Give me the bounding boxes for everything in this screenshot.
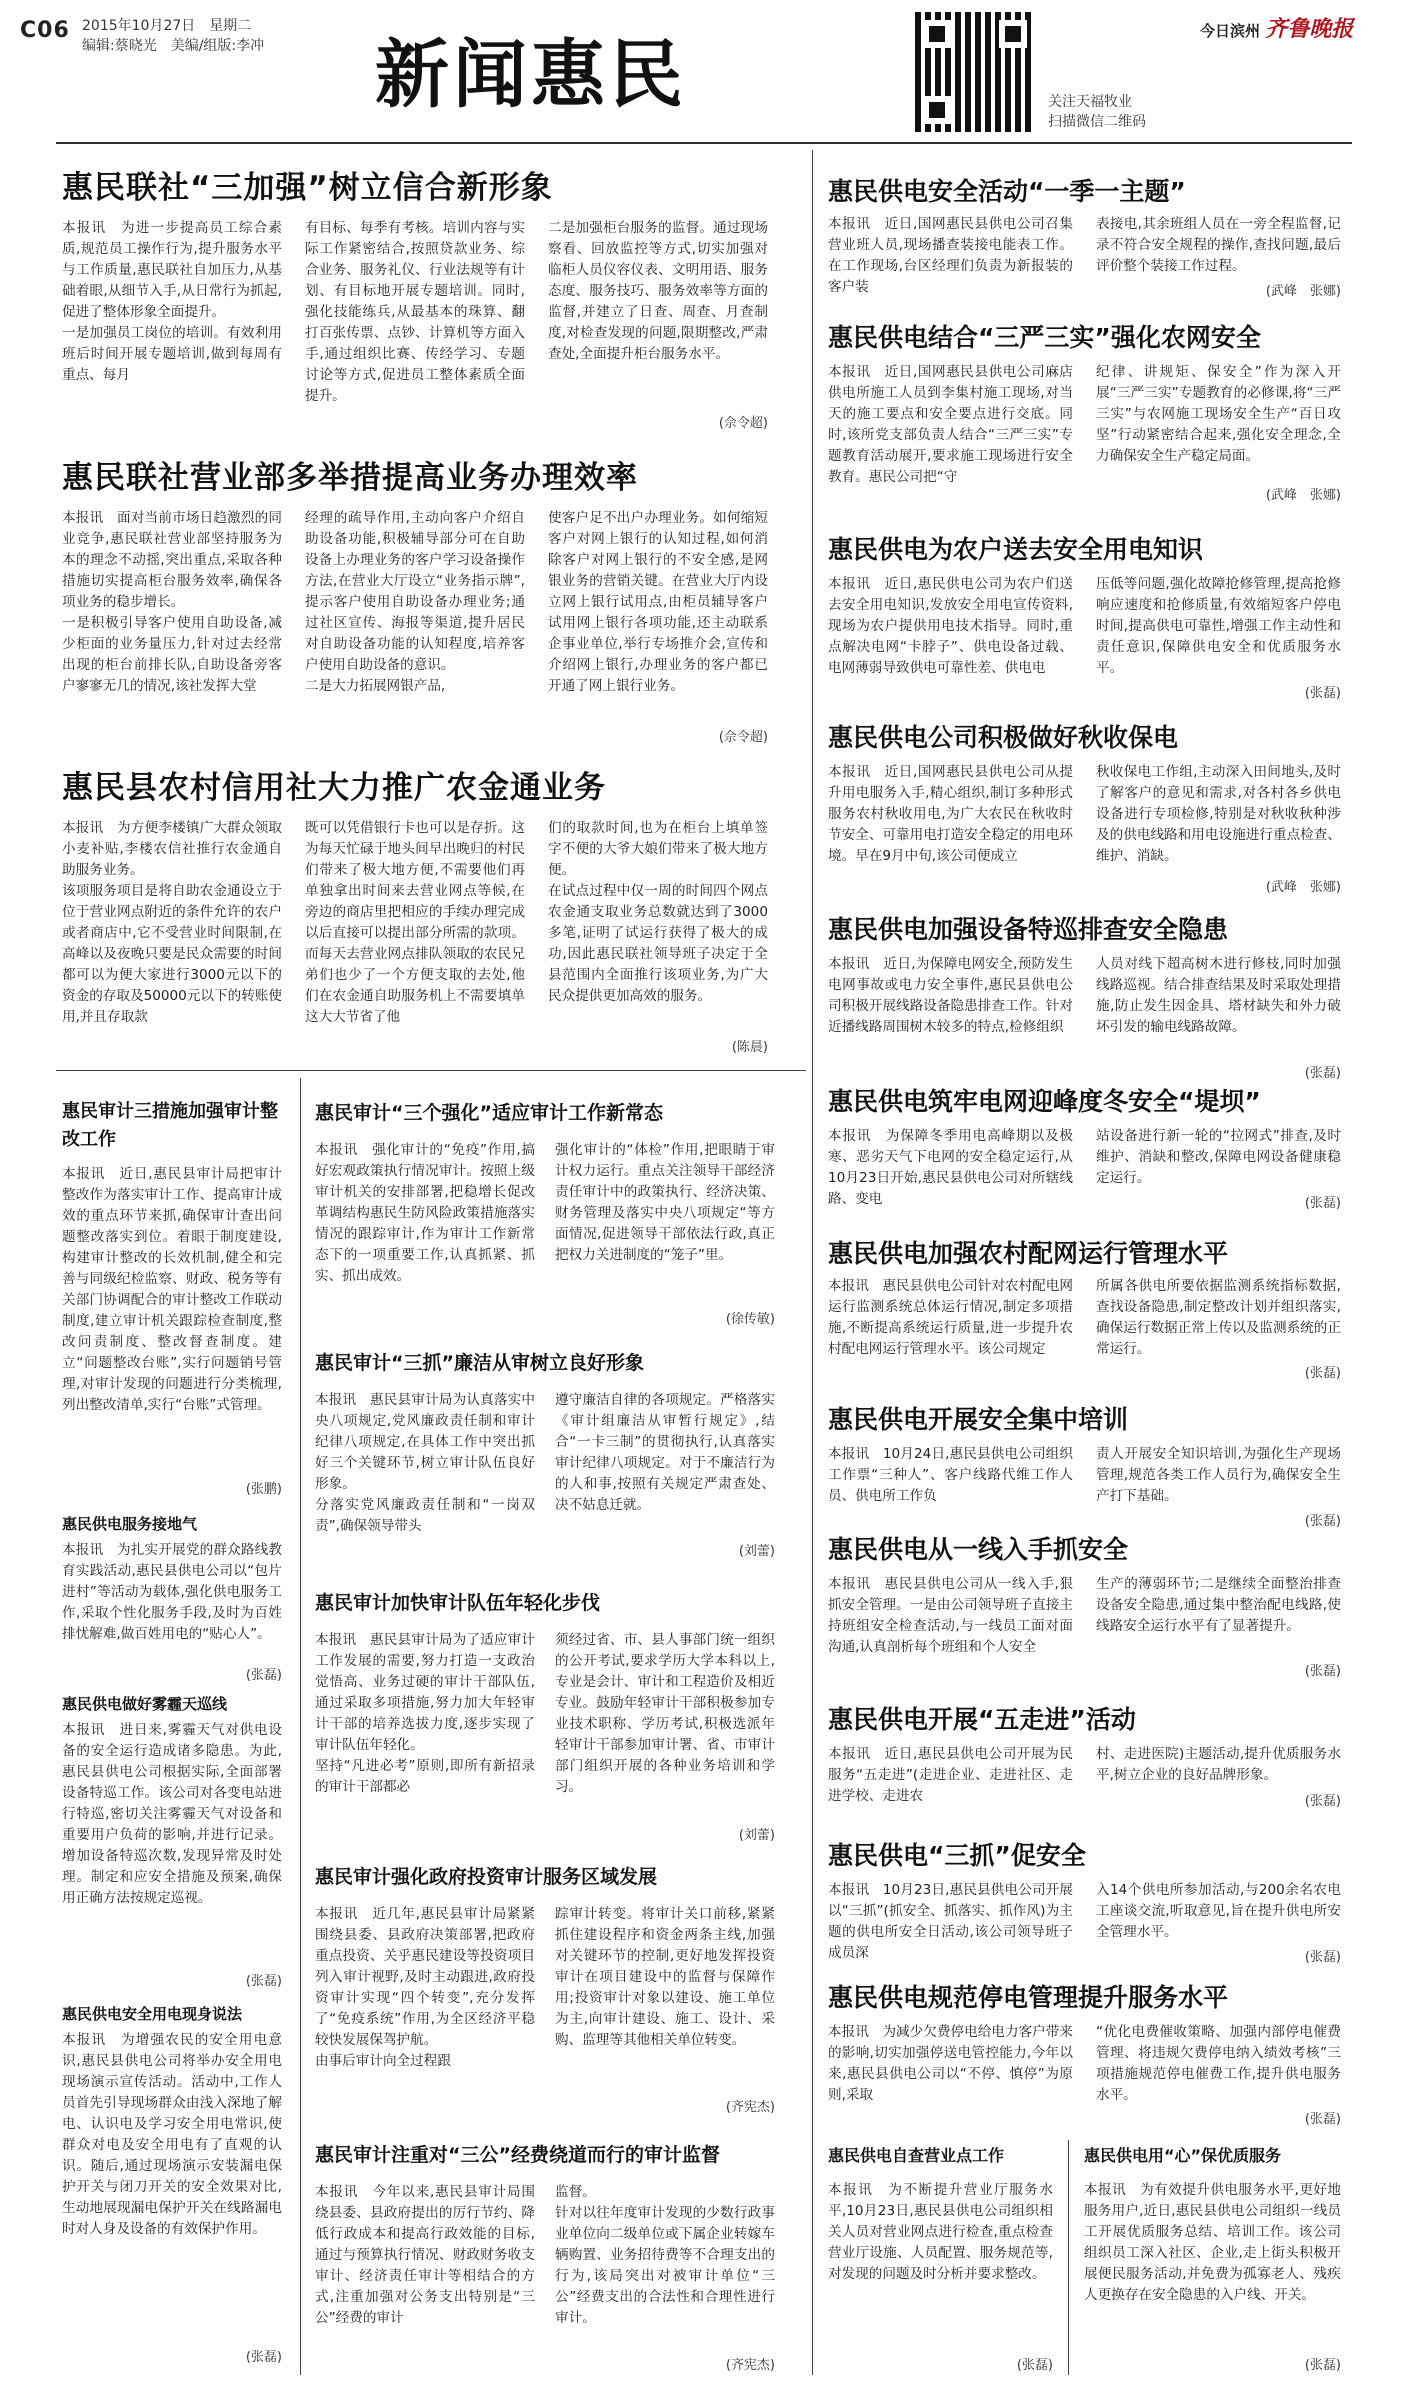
article3-col2: 既可以凭借银行卡也可以是存折。这为每天忙碌于地头间早出晚归的村民们带来了极大地方便,不需要他们再单独拿出时间来去营业网点等候,在旁边的商店里把相应的手续办理完成以后直接可以提出部分所需的款项。而每天去营业网点排队领取的农民兄弟们也少了一个方便支取的去处,他们在农金通自助服务机上不需要填单这大大节省了他 — [305, 820, 525, 1025]
short4-text: 本报讯 为增强农民的安全用电意识,惠民县供电公司将举办安全用电现场演示宣传活动。活动中,工作人员首先引导现场群众由浅入深地了解电、认识电及学习安全用电常识,使群众对电及安全用电有了直观的认识。随后,通过现场演示安装漏电保护开关与闭刀开关的安全效果对比,生动地展现漏电保护开关在线路漏电时对人身及设备的有效保护作用。 — [62, 2032, 282, 2237]
power12-title: 惠民供电规范停电管理提升服务水平 — [828, 1983, 1229, 2012]
page-number: C06 — [20, 18, 70, 43]
power1-byline: (武峰 张娜) — [1265, 284, 1341, 299]
audit5-byline: (齐宪杰) — [725, 2358, 775, 2373]
audit4-col1: 本报讯 近几年,惠民县审计局紧紧围绕县委、县政府决策部署,把政府重点投资、关乎惠民建设等投资项目列入审计视野,及时主动跟进,政府投资审计实现“四个转变”,充分发挥了“免疫系统”作用,为全区经济平稳较快发展保驾护航。 由事后审计向全过程跟 — [315, 1906, 535, 2069]
short4-title: 惠民供电安全用电现身说法 — [62, 2005, 243, 2023]
power11-col2: 入14个供电所参加活动,与200余名农电工座谈交流,听取意见,旨在提升供电所安全管理水平。 — [1096, 1882, 1341, 1940]
power10-title: 惠民供电开展“五走进”活动 — [828, 1705, 1136, 1734]
main-divider — [812, 150, 813, 2375]
power7-title: 惠民供电加强农村配网运行管理水平 — [828, 1239, 1229, 1268]
power14-byline: (张磊) — [1304, 2358, 1341, 2373]
article3-col1: 本报讯 为方便李楼镇广大群众领取小麦补贴,李楼农信社推行农金通自助服务业务。 该项服务项目是将自助农金通设立于位于营业网点附近的条件允许的农户或者商店中,它不受营业时间限制,在高峰以及夜晚只要是民众需要的时间都可以为便大家进行3000元以下的资金的存取及50000元以下的转账使用,并且存取款 — [62, 820, 282, 1025]
power3-col1: 本报讯 近日,惠民供电公司为农户们送去安全用电知识,发放安全用电宣传资料,现场为农户提供用电技术指导。同时,重点解决电网“卡脖子”、供电设备过载、电网薄弱导致供电可靠性差、供电电 — [828, 576, 1073, 676]
audit4-col2: 踪审计转变。将审计关口前移,紧紧抓住建设程序和资金两条主线,加强对关键环节的控制,更好地发挥投资审计在项目建设中的监督与保障作用;投资审计对象以建设、施工单位为主,向审计建设、施工、设计、采购、监理等其他相关单位转变。 — [555, 1906, 775, 2048]
power12-col2: “优化电费催收策略、加强内部停电催费管理、将违规欠费停电纳入绩效考核”三项措施规范停电催费工作,提升供电服务水平。 — [1096, 2024, 1341, 2103]
audit3-title: 惠民审计加快审计队伍年轻化步伐 — [315, 1592, 601, 1614]
power11-byline: (张磊) — [1304, 1950, 1341, 1965]
article1-byline: (佘令超) — [718, 416, 768, 431]
issue-date: 2015年10月27日 星期二 — [82, 18, 252, 34]
article2-title: 惠民联社营业部多举措提高业务办理效率 — [62, 460, 638, 496]
brand — [1200, 12, 1353, 43]
power6-col2: 站设备进行新一轮的“拉网式”排查,及时维护、消缺和整改,保障电网设备健康稳定运行。 — [1096, 1128, 1341, 1186]
power10-byline: (张磊) — [1304, 1794, 1341, 1809]
power10-col2: 村、走进医院)主题活动,提升优质服务水平,树立企业的良好品牌形象。 — [1096, 1746, 1341, 1783]
power6-title: 惠民供电筑牢电网迎峰度冬安全“堤坝” — [828, 1087, 1261, 1116]
power7-byline: (张磊) — [1304, 1366, 1341, 1381]
sidebar-divider — [300, 1078, 301, 2375]
audit2-col2: 遵守廉洁自律的各项规定。严格落实《审计组廉洁从审暂行规定》,结合“一卡三制”的贯彻执行,认真落实审计纪律八项规定。对于不廉洁行为的人和事,按照有关规定严肃查处、决不姑息迁就。 — [555, 1392, 775, 1513]
masthead: 新闻惠民 — [375, 32, 687, 118]
power3-byline: (张磊) — [1304, 686, 1341, 701]
article3-title: 惠民县农村信用社大力推广农金通业务 — [62, 770, 606, 806]
power2-col1: 本报讯 近日,国网惠民县供电公司麻店供电所施工人员到李集村施工现场,对当天的施工要点和安全要点进行交底。同时,该所党支部负责人结合“三严三实”专题教育活动展开,要求施工现场进行安全教育。惠民公司把“守 — [828, 364, 1073, 485]
short3-text: 本报讯 进日来,雾霾天气对供电设备的安全运行造成诸多隐患。为此,惠民县供电公司根据实际,全面部署设备特巡工作。该公司对各变电站进行特巡,密切关注雾霾天气对设备和重要用户负荷的影响,并进行记录。增加设备特巡次数,发现异常及时处理。制定和应安全措施及预案,确保用正确方法按规定巡视。 — [62, 1722, 282, 1906]
power14-title: 惠民供电用“心”保优质服务 — [1084, 2146, 1282, 2165]
power4-col2: 秋收保电工作组,主动深入田间地头,及时了解客户的意见和需求,对各村各乡供电设备进行专项检修,特别是对秋收秋种涉及的供电线路和用电设施进行重点检查、维护、消缺。 — [1096, 764, 1341, 864]
article1-col3: 二是加强柜台服务的监督。通过现场察看、回放监控等方式,切实加强对临柜人员仪容仪表、文明用语、服务态度、服务技巧、服务效率等方面的监督,并建立了日查、周查、月查制度,对检查发现的问题,限期整改,严肃查处,全面提升柜台服务水平。 — [548, 220, 768, 362]
brand-prefix: 今日滨州 — [1200, 22, 1261, 40]
power2-byline: (武峰 张娜) — [1265, 488, 1341, 503]
article2-col1: 本报讯 面对当前市场日趋激烈的同业竞争,惠民联社营业部坚持服务为本的理念不动摇,突出重点,采取各种措施切实提高柜台服务效率,确保各项业务的稳步增长。 一是积极引导客户使用自助设备,减少柜面的业务量压力,针对过去经常出现的柜台前排长队,自助设备旁客户寥寥无几的情况,该社发挥大堂 — [62, 510, 282, 694]
power1-title: 惠民供电安全活动“一季一主题” — [828, 177, 1186, 206]
article1-title: 惠民联社“三加强”树立信合新形象 — [62, 170, 553, 206]
qr-caption-2: 扫描微信二维码 — [1048, 114, 1146, 130]
power7-col2: 所属各供电所要依据监测系统指标数据,查找设备隐患,制定整改计划并组织落实,确保运行数据正常上传以及监测系统的正常运行。 — [1096, 1278, 1341, 1357]
power5-col2: 人员对线下超高树木进行修枝,同时加强线路巡视。结合排查结果及时采取处理措施,防止发生因金具、塔材缺失和外力破坏引发的输电线路故障。 — [1096, 956, 1341, 1035]
short3-byline: (张磊) — [245, 1974, 282, 1989]
short4-byline: (张磊) — [245, 2350, 282, 2365]
power9-title: 惠民供电从一线入手抓安全 — [828, 1535, 1129, 1564]
power9-col2: 生产的薄弱环节;二是继续全面整治排查设备安全隐患,通过集中整治配电线路,使线路安全运行水平有了显著提升。 — [1096, 1576, 1341, 1634]
audit2-title: 惠民审计“三抓”廉洁从审树立良好形象 — [315, 1352, 644, 1374]
power5-byline: (张磊) — [1304, 1066, 1341, 1081]
article2-col3: 使客户足不出户办理业务。如何缩短客户对网上银行的认知过程,如何消除客户对网上银行的不安全感,是网银业务的营销关键。在营业大厅内设立网上银行试用点,由柜员辅导客户试用网上银行各项功能,还主动联系企事业单位,举行专场推介会,宣传和介绍网上银行,办理业务的客户都已开通了网上银行业务。 — [548, 510, 768, 694]
section-rule — [56, 1070, 806, 1071]
article2-col2: 经理的疏导作用,主动向客户介绍自助设备功能,积极辅导部分可在自助设备上办理业务的客户学习设备操作方法,在营业大厅设立“业务指示牌”,提示客户使用自助设备办理业务;通过社区宣传、海报等渠道,提升居民对自助设备功能的认知程度,培养客户使用自助设备的意识。 二是大力拓展网银产品, — [305, 510, 525, 694]
power9-col1: 本报讯 惠民县供电公司从一线入手,狠抓安全管理。一是由公司领导班子直接主持班组安全检查活动,与一线员工面对面沟通,认真剖析每个班组和个人安全 — [828, 1576, 1073, 1655]
short2-text: 本报讯 为扎实开展党的群众路线教育实践活动,惠民县供电公司以“包片进村”等活动为载体,强化供电服务工作,采取个性化服务手段,及时为百姓排忧解难,做百姓用电的“贴心人”。 — [62, 1542, 282, 1642]
power13-text: 本报讯 为不断提升营业厅服务水平,10月23日,惠民县供电公司组织相关人员对营业网点进行检查,重点检查营业厅设施、人员配置、服务规范等,对发现的问题及时分析并要求整改。 — [828, 2182, 1053, 2282]
power4-byline: (武峰 张娜) — [1265, 880, 1341, 895]
audit3-col1: 本报讯 惠民县审计局为了适应审计工作发展的需要,努力打造一支政治觉悟高、业务过硬的审计干部队伍,通过采取多项措施,努力加大年轻审计干部的培养选拔力度,逐步实现了审计队伍年轻化。 坚持“凡进必考”原则,即所有新招录的审计干部都必 — [315, 1632, 535, 1795]
short2-title: 惠民供电服务接地气 — [62, 1515, 198, 1533]
short2-byline: (张磊) — [245, 1668, 282, 1683]
short1-byline: (张鹏) — [245, 1482, 282, 1497]
article2-byline: (佘令超) — [718, 730, 768, 745]
audit1-title: 惠民审计“三个强化”适应审计工作新常态 — [315, 1102, 663, 1124]
power10-col1: 本报讯 近日,惠民县供电公司开展为民服务“五走进”(走进企业、走进社区、走进学校、走进农 — [828, 1746, 1073, 1804]
short1-text: 本报讯 近日,惠民县审计局把审计整改作为落实审计工作、提高审计成效的重点环节来抓,确保审计查出问题整改落实到位。着眼于制度建设,构建审计整改的长效机制,健全和完善与同级纪检监察、财政、税务等有关部门协调配合的审计整改工作联动制度,建立审计机关跟踪检查制度,整改问责制度、整改督查制度。建立“问题整改台账”,实行问题销号管理,对审计发现的问题进行分类梳理,列出整改清单,实行“台账”式管理。 — [62, 1166, 282, 1413]
audit3-col2: 须经过省、市、县人事部门统一组织的公开考试,要求学历大学本科以上,专业是会计、审计和工程造价及相近专业。鼓励年轻审计干部积极参加专业技术职称、学历考试,积极选派年轻审计干部参加审计署、省、市审计部门组织开展的各种业务培训和学习。 — [555, 1632, 775, 1795]
bottom-right-divider — [1068, 2140, 1069, 2375]
audit5-title: 惠民审计注重对“三公”经费绕道而行的审计监督 — [315, 2144, 720, 2166]
article1-col1: 本报讯 为进一步提高员工综合素质,规范员工操作行为,提升服务水平与工作质量,惠民联社自加压力,从基础着眼,从细节入手,从日常行为抓起,促进了整体形象全面提升。 一是加强员工岗位的培训。有效利用班后时间开展专题培训,做到每周有重点、每月 — [62, 220, 282, 383]
power6-byline: (张磊) — [1304, 1196, 1341, 1211]
power13-byline: (张磊) — [1016, 2358, 1053, 2373]
power8-byline: (张磊) — [1304, 1514, 1341, 1529]
short1-title: 惠民审计三措施加强审计整改工作 — [62, 1101, 278, 1150]
audit2-byline: (刘蕾) — [738, 1544, 775, 1559]
audit5-col2: 监督。 针对以往年度审计发现的少数行政事业单位向二级单位或下属企业转嫁车辆购置、业务招待费等不合理支出的行为,该局突出对被审计单位“三公”经费支出的合法性和合理性进行审计。 — [555, 2184, 775, 2326]
power13-title: 惠民供电自查营业点工作 — [828, 2146, 1005, 2165]
power4-title: 惠民供电公司积极做好秋收保电 — [828, 723, 1179, 752]
audit1-byline: (徐传敏) — [725, 1312, 775, 1327]
qr-caption-1: 关注天福牧业 — [1048, 94, 1132, 110]
audit4-title: 惠民审计强化政府投资审计服务区域发展 — [315, 1866, 658, 1888]
power1-col1: 本报讯 近日,国网惠民县供电公司召集营业班人员,现场播查装接电能表工作。在工作现场,台区经理们负责为新报装的客户装 — [828, 216, 1073, 295]
power11-title: 惠民供电“三抓”促安全 — [828, 1841, 1086, 1870]
power2-col2: 纪律、讲规矩、保安全”作为深入开展“三严三实”专题教育的必修课,将“三严三实”与农网施工现场安全生产“百日攻坚”行动紧密结合起来,强化安全理念,全力确保安全生产稳定局面。 — [1096, 364, 1341, 464]
power11-col1: 本报讯 10月23日,惠民县供电公司开展以“三抓”(抓安全、抓落实、抓作风)为主题的供电所安全日活动,该公司领导班子成员深 — [828, 1882, 1073, 1961]
article3-byline: (陈晨) — [731, 1040, 768, 1055]
short3-title: 惠民供电做好雾霾天巡线 — [62, 1695, 228, 1713]
power14-text: 本报讯 为有效提升供电服务水平,更好地服务用户,近日,惠民县供电公司组织一线员工开展优质服务总结、培训工作。该公司组织员工深入社区、企业,走上街头积极开展便民服务活动,并免费为孤寡老人、残疾人更换存在安全隐患的入户线、开关。 — [1084, 2182, 1341, 2303]
power7-col1: 本报讯 惠民县供电公司针对农村配电网运行监测系统总体运行情况,制定多项措施,不断提高系统运行质量,进一步提升农村配电网运行管理水平。该公司规定 — [828, 1278, 1073, 1357]
audit1-col2: 强化审计的“体检”作用,把眼睛于审计权力运行。重点关注领导干部经济责任审计中的政策执行、经济决策、财务管理及落实中央八项规定“等方面情况,促进领导干部依法行政,真正把权力关进制度的“笼子”里。 — [555, 1142, 775, 1263]
power3-title: 惠民供电为农户送去安全用电知识 — [828, 535, 1204, 564]
power3-col2: 压低等问题,强化故障抢修管理,提高抢修响应速度和抢修质量,有效缩短客户停电时间,提高供电可靠性,增强工作主动性和责任意识,保障供电安全和优质服务水平。 — [1096, 576, 1341, 676]
power8-title: 惠民供电开展安全集中培训 — [828, 1405, 1129, 1434]
power1-col2: 表接电,其余班组人员在一旁全程监督,记录不符合安全规程的操作,查找问题,最后评价整个装接工作过程。 — [1096, 216, 1341, 274]
power12-col1: 本报讯 为减少欠费停电给电力客户带来的影响,切实加强停送电管控能力,今年以来,惠民县供电公司以“不停、慎停”为原则,采取 — [828, 2024, 1073, 2103]
article3-col3: 们的取款时间,也为在柜台上填单签字不便的大爷大娘们带来了极大地方便。 在试点过程中仅一周的时间四个网点农金通支取业务总数就达到了3000多笔,证明了试运行获得了极大的成功,因此惠民联社领导班子决定于全县范围内全面推行该项业务,为广大民众提供更加高效的服务。 — [548, 820, 768, 1004]
article1-col2: 有目标、每季有考核。培训内容与实际工作紧密结合,按照贷款业务、综合业务、服务礼仪、行业法规等有计划、有目标地开展专题培训。同时,强化技能练兵,从最基本的珠算、翻打百张传票、点钞、计算机等方面入手,通过组织比赛、传经学习、专题讨论等方式,促进员工整体素质全面提升。 — [305, 220, 525, 404]
power4-col1: 本报讯 近日,国网惠民县供电公司从提升用电服务入手,精心组织,制订多种形式服务农村秋收用电,为广大农民在秋收时节安全、可靠用电打造安全稳定的用电环境。早在9月中旬,该公司便成立 — [828, 764, 1073, 864]
qr-code-icon — [915, 12, 1035, 132]
power12-byline: (张磊) — [1304, 2112, 1341, 2127]
audit3-byline: (刘蕾) — [738, 1828, 775, 1843]
audit4-byline: (齐宪杰) — [725, 2100, 775, 2115]
power8-col2: 责人开展安全知识培训,为强化生产现场管理,规范各类工作人员行为,确保安全生产打下基础。 — [1096, 1446, 1341, 1504]
power8-col1: 本报讯 10月24日,惠民县供电公司组织工作票“三种人”、客户线路代维工作人员、供电所工作负 — [828, 1446, 1073, 1504]
power5-col1: 本报讯 近日,为保障电网安全,预防发生电网事故或电力安全事件,惠民县供电公司积极开展线路设备隐患排查工作。针对近播线路周围树木较多的特点,检修组织 — [828, 956, 1073, 1035]
brand-logo: 齐鲁晚报 — [1265, 16, 1354, 42]
editors-line: 编辑:蔡晓光 美编/组版:李冲 — [82, 38, 265, 54]
power9-byline: (张磊) — [1304, 1664, 1341, 1679]
audit1-col1: 本报讯 强化审计的“免疫”作用,搞好宏观政策执行情况审计。按照上级审计机关的安排部署,把稳增长促改革调结构惠民生防风险政策措施落实情况的跟踪审计,作为审计工作新常态下的一项重要工作,认真抓紧、抓实、抓出成效。 — [315, 1142, 535, 1284]
audit5-col1: 本报讯 今年以来,惠民县审计局围绕县委、县政府提出的厉行节约、降低行政成本和提高行政效能的目标,通过与预算执行情况、财政财务收支审计、经济责任审计等相结合的方式,注重加强对公务支出特别是“三公”经费的审计 — [315, 2184, 535, 2326]
header-rule — [56, 142, 1352, 144]
audit2-col1: 本报讯 惠民县审计局为认真落实中央八项规定,党风廉政责任制和审计纪律八项规定,在具体工作中突出抓好三个关键环节,树立审计队伍良好形象。 分落实党风廉政责任制和“一岗双责”,确保领导带头 — [315, 1392, 535, 1534]
power2-title: 惠民供电结合“三严三实”强化农网安全 — [828, 323, 1261, 352]
power5-title: 惠民供电加强设备特巡排查安全隐患 — [828, 915, 1229, 944]
power6-col1: 本报讯 为保障冬季用电高峰期以及极寒、恶劣天气下电网的安全稳定运行,从10月23日开始,惠民县供电公司对所辖线路、变电 — [828, 1128, 1073, 1207]
